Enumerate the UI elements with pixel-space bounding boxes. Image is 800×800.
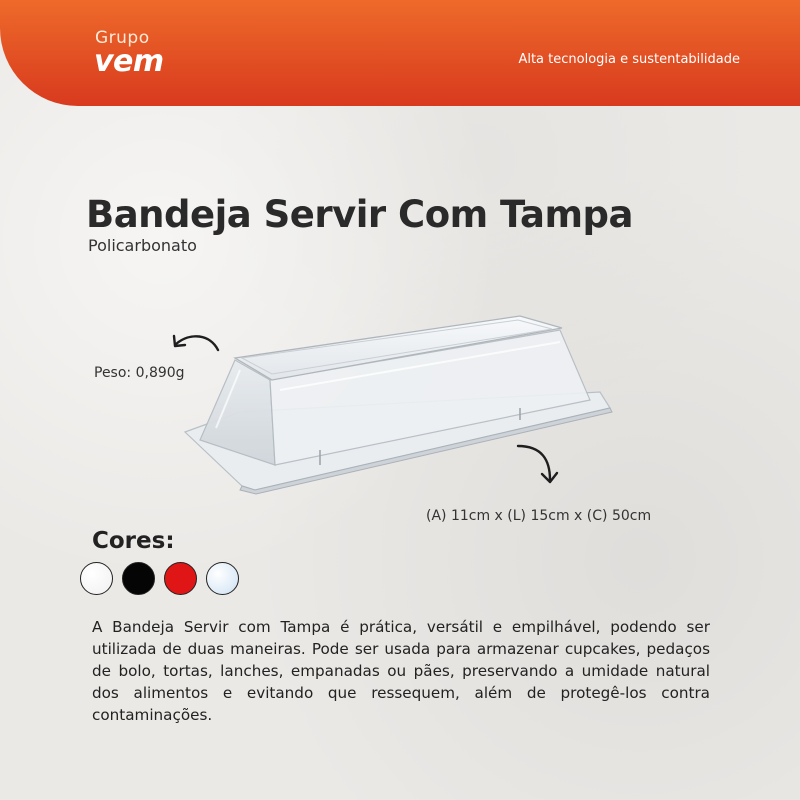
weight-label: Peso: 0,890g [94,365,185,381]
material-subtitle: Policarbonato [88,236,197,255]
curved-arrow-icon [512,440,562,490]
brand-group-label: Grupo [95,28,150,48]
color-swatch-red[interactable] [164,562,197,595]
color-swatch-black[interactable] [122,562,155,595]
header-banner [0,0,800,106]
tagline: Alta tecnologia e sustentabilidade [518,52,740,67]
product-description: A Bandeja Servir com Tampa é prática, versátil e empilhável, podendo ser utilizada de duas maneiras. Pode ser usada para armazenar cupcakes, pedaços de bolo, tortas, lanches, empanadas ou pães, preservando a umidade natural dos alimentos e evitando que ressequem, além de protegê-los contra contaminações. [92,618,710,724]
color-swatch-clear[interactable] [206,562,239,595]
page-title: Bandeja Servir Com Tampa [86,193,633,236]
color-swatches [80,562,239,595]
color-swatch-white[interactable] [80,562,113,595]
colors-heading: Cores: [92,528,175,554]
brand-logo: vem [94,44,164,79]
dimensions-label: (A) 11cm x (L) 15cm x (C) 50cm [426,508,652,524]
